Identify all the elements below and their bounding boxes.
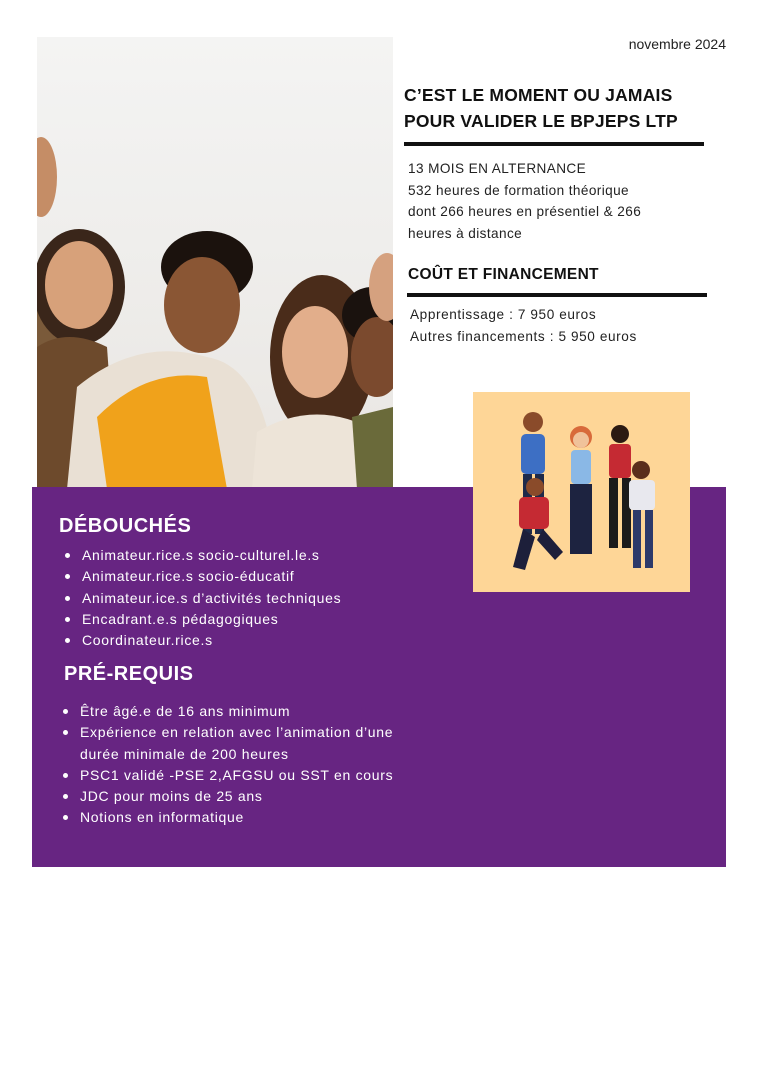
list-item: JDC pour moins de 25 ans [60, 786, 420, 807]
prerequis-title: PRÉ-REQUIS [64, 663, 194, 685]
list-item: PSC1 validé -PSE 2,AFGSU ou SST en cours [60, 765, 420, 786]
headline [404, 82, 714, 134]
list-item: Animateur.rice.s socio-éducatif [62, 566, 341, 587]
youth-group-drawing [473, 392, 690, 592]
headline-line-2: POUR VALIDER LE BPJEPS LTP [404, 111, 678, 131]
list-item: Coordinateur.rice.s [62, 630, 341, 651]
list-item: Être âgé.e de 16 ans minimum [60, 701, 420, 722]
youth-group-illustration [473, 392, 690, 592]
list-item: Encadrant.e.s pédagogiques [62, 609, 341, 630]
debouches-list [62, 545, 341, 651]
training-line: heures à distance [408, 225, 523, 241]
headline-divider [404, 142, 704, 146]
list-item: Expérience en relation avec l’animation d’une durée minimale de 200 heures [60, 722, 420, 765]
headline-line-1: C’EST LE MOMENT OU JAMAIS [404, 85, 673, 105]
group-photo-illustration [37, 37, 393, 489]
debouches-title: DÉBOUCHÉS [59, 515, 192, 537]
document-date: novembre 2024 [628, 36, 726, 52]
training-line: dont 266 heures en présentiel & 266 [408, 204, 642, 219]
training-line: 532 heures de formation théorique [408, 182, 630, 198]
cost-divider [407, 293, 707, 297]
list-item: Animateur.ice.s d’activités techniques [62, 588, 341, 609]
cost-line: Apprentissage : 7 950 euros [410, 307, 597, 322]
cost-list [410, 304, 730, 347]
list-item: Animateur.rice.s socio-culturel.le.s [62, 545, 341, 566]
prerequis-list [60, 701, 420, 829]
training-line: 13 MOIS EN ALTERNANCE [408, 161, 587, 176]
group-photo [37, 37, 393, 489]
list-item: Notions en informatique [60, 807, 420, 828]
cost-title: COÛT ET FINANCEMENT [408, 266, 599, 283]
training-info [408, 158, 718, 244]
cost-line: Autres financements : 5 950 euros [410, 328, 637, 344]
